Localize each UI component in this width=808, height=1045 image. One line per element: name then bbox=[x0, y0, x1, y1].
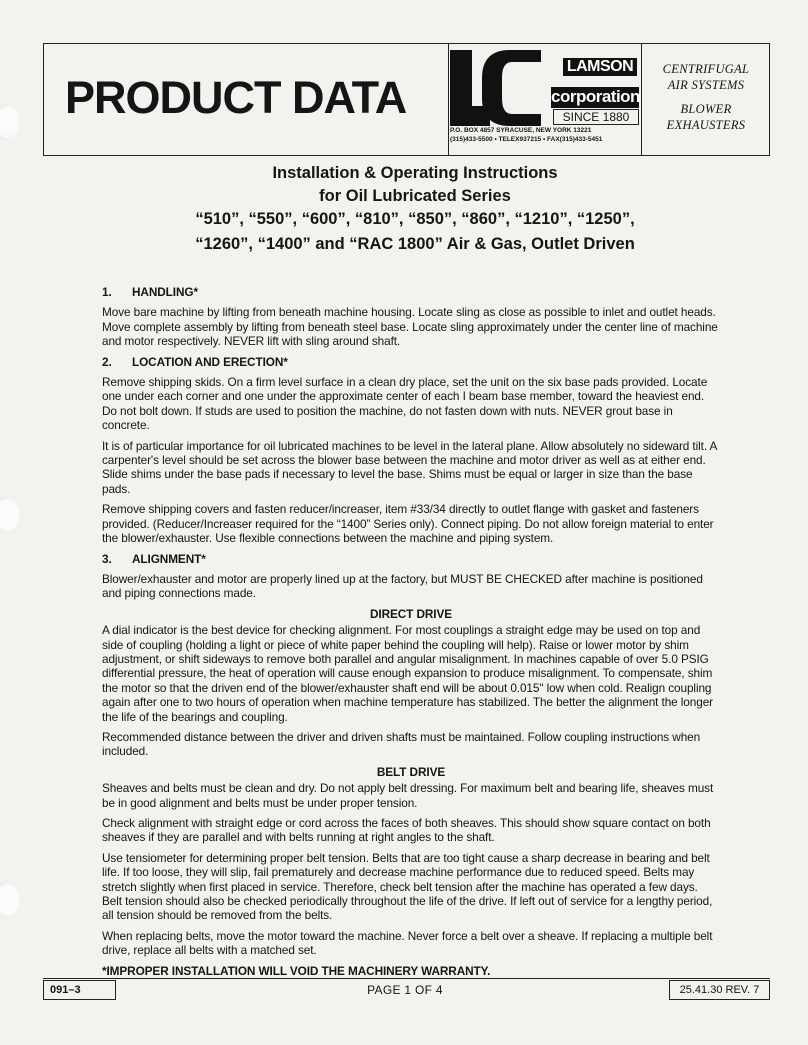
tagline-line: BLOWER bbox=[680, 102, 732, 116]
tagline-line: AIR SYSTEMS bbox=[667, 78, 745, 92]
paragraph: Remove shipping skids. On a firm level surface in a clean dry place, set the unit on the six base pads provided. Locate one under each corner and one under the approximate center of each I beam base member, toward the heaviest end. Do not bolt down. If studs are used to position the machine, do not fasten down with nuts. NEVER grout base in concrete. bbox=[102, 375, 708, 433]
section-title: LOCATION AND ERECTION* bbox=[132, 354, 288, 369]
tagline-line: CENTRIFUGAL bbox=[662, 62, 750, 76]
section-heading-handling bbox=[102, 285, 720, 299]
section-title: ALIGNMENT* bbox=[132, 551, 206, 566]
document-body bbox=[102, 285, 720, 978]
section-heading-alignment bbox=[102, 552, 720, 566]
tagline-blower-exhausters bbox=[642, 101, 770, 133]
paragraph: Sheaves and belts must be clean and dry. Do not apply belt dressing. For maximum belt and bearing life, sheaves must be in good alignment and belts must be under proper tension. bbox=[102, 781, 714, 810]
paragraph: A dial indicator is the best device for checking alignment. For most couplings a straight edge may be used on top and side of coupling (holding a light or piece of white paper behind the coupling will help). Raise or lower motor by shim adjustment, or shift sideways to remove both parallel and angular misalignment. In machines capable of over 5.0 PSIG differential pressure, the heat of operation will cause enough expansion to produce misalignment. To compensate, shim the motor so that the driven end of the blower/exhauster shaft end will be about 0.015" low when cold. Realign coupling again after one to two hours of operation when machine temperature has stabilized. The better the alignment the longer the life of the bearings and coupling. bbox=[102, 623, 713, 724]
paragraph: Use tensiometer for determining proper belt tension. Belts that are too tight cause a sharp decrease in bearing and belt life. If too loose, they will slip, fail prematurely and decrease machine performance due to reduced speed. Belts may stretch slightly when first placed in service. Therefore, check belt tension after the machine has operated a few days. Belt tension should also be checked periodically throughout the life of the drive. If left out of service for a lengthy period, all tension should be removed from the belts. bbox=[102, 850, 713, 923]
paragraph: Remove shipping covers and fasten reducer/increaser, item #33/34 directly to outlet flange with gasket and fasteners provided. (Reducer/Increaser required for the “1400” Series only). Connect piping. Do not allow foreign material to enter the blower/exhauster. Use flexible connections between the machine and piping system. bbox=[102, 502, 714, 546]
paragraph: Recommended distance between the driver and driven shafts must be maintained. Follow coupling instructions when included. bbox=[102, 729, 701, 759]
title-line: Installation & Operating Instructions bbox=[272, 164, 558, 182]
subheading-belt-drive: BELT DRIVE bbox=[376, 764, 446, 779]
title-line: for Oil Lubricated Series bbox=[319, 187, 511, 205]
paragraph: Check alignment with straight edge or cord across the faces of both sheaves. This should show square contact on both sheaves if they are parallel and with belts running at right angles to the shaft. bbox=[102, 816, 711, 845]
binder-hole bbox=[0, 882, 20, 918]
lamson-logo bbox=[448, 48, 543, 128]
section-number: 1. bbox=[102, 285, 112, 299]
paragraph: When replacing belts, move the motor toward the machine. Never force a belt over a sheave. If replacing a multiple belt drive, replace all belts with a matched set. bbox=[102, 928, 713, 958]
footer-rule bbox=[43, 978, 770, 979]
paragraph: It is of particular importance for oil lubricated machines to be level in the lateral plane. Allow absolutely no sideward tilt. A carpenter's level should be set across the blower base between the machine and motor driver as well as at either end. Slide shims under the base pads if necessary to level the base. Shims must be equal or larger in size than the base pads. bbox=[102, 438, 717, 496]
tagline-line: EXHAUSTERS bbox=[666, 118, 746, 132]
product-data-title: PRODUCT DATA bbox=[65, 72, 407, 123]
section-number: 3. bbox=[102, 551, 112, 566]
warranty-notice: *IMPROPER INSTALLATION WILL VOID THE MACHINERY WARRANTY. bbox=[102, 963, 491, 978]
since-badge: SINCE 1880 bbox=[553, 109, 639, 125]
company-name: LAMSON bbox=[563, 58, 637, 76]
company-suffix: corporation bbox=[551, 87, 640, 106]
address-line: (315)433-5500 • TELEX937215 • FAX(315)433-5451 bbox=[450, 136, 603, 143]
revision-number: 25.41.30 REV. 7 bbox=[669, 980, 770, 1000]
section-heading-location bbox=[102, 355, 720, 369]
address-line: P.O. BOX 4857 SYRACUSE, NEW YORK 13221 bbox=[450, 127, 592, 134]
binder-hole bbox=[0, 104, 20, 140]
title-line: “510”, “550”, “600”, “810”, “850”, “860”, “1210”, “1250”, bbox=[195, 210, 635, 228]
binder-hole bbox=[0, 497, 20, 533]
section-title: HANDLING* bbox=[132, 285, 198, 299]
document-title bbox=[100, 162, 730, 257]
page-number: PAGE 1 OF 4 bbox=[367, 983, 443, 997]
paragraph: Blower/exhauster and motor are properly lined up at the factory, but MUST BE CHECKED after machine is positioned and piping connections made. bbox=[102, 571, 703, 601]
logo-letter-c bbox=[482, 50, 541, 126]
subheading-direct-drive: DIRECT DRIVE bbox=[369, 606, 453, 621]
title-line: “1260”, “1400” and “RAC 1800” Air & Gas, Outlet Driven bbox=[195, 235, 635, 253]
paragraph: Move bare machine by lifting from beneath machine housing. Locate sling as close as possible to inlet and outlet heads. Move complete assembly by lifting from beneath steel base. Locate sling approximately under the center line of machine and motor respectively. NEVER lift with sling around shaft. bbox=[102, 305, 718, 349]
document-number: 091–3 bbox=[43, 980, 116, 1000]
section-number: 2. bbox=[102, 354, 112, 369]
company-address bbox=[450, 126, 645, 144]
tagline-air-systems bbox=[642, 61, 770, 93]
